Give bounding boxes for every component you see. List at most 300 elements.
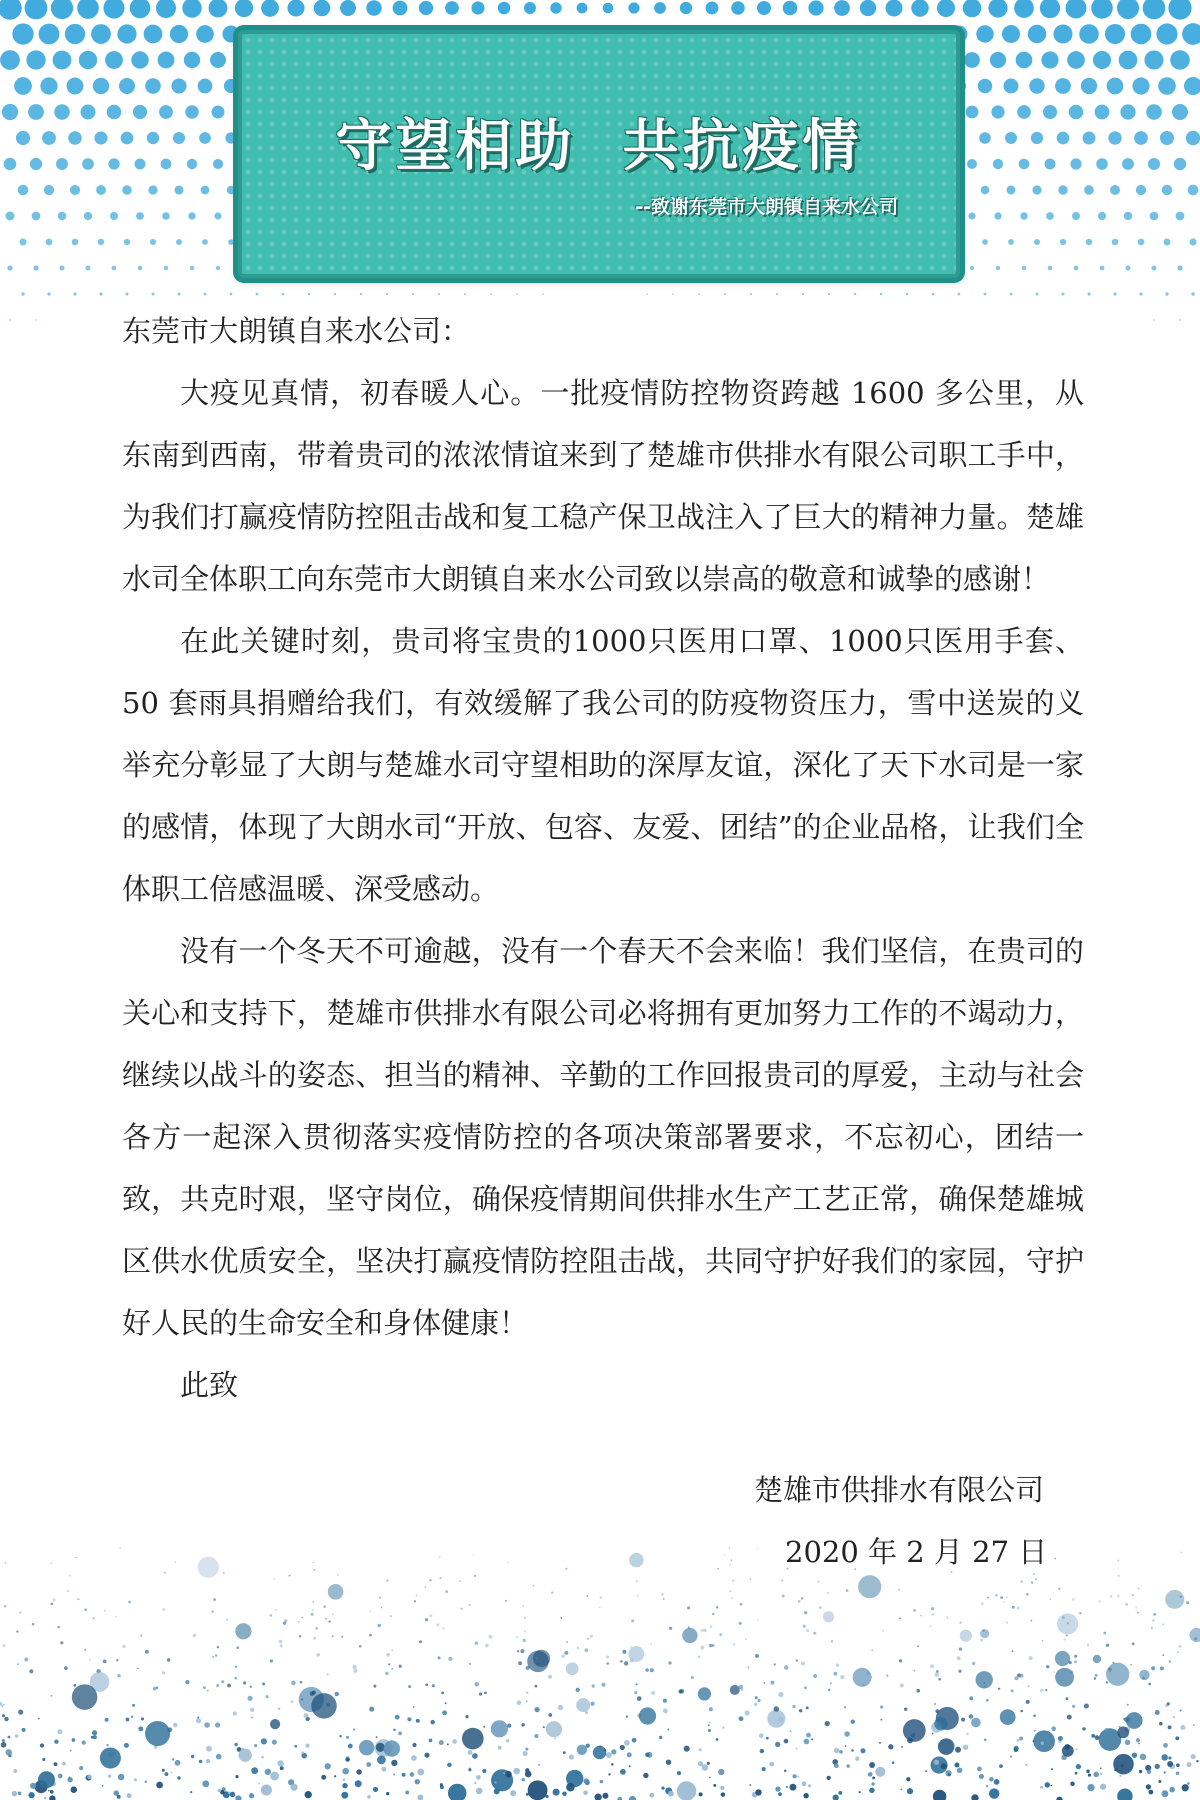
splatter-dot (325, 1618, 327, 1620)
splatter-dot (920, 1615, 922, 1617)
halftone-dot (1002, 25, 1020, 43)
splatter-dot (763, 1682, 765, 1684)
splatter-dot (560, 1617, 562, 1619)
splatter-dot (1140, 1754, 1146, 1760)
splatter-dot (476, 1788, 483, 1795)
halftone-dot (209, 0, 228, 17)
splatter-dot (663, 1699, 667, 1703)
halftone-dot (994, 212, 1001, 219)
splatter-dot (535, 1685, 538, 1688)
splatter-dot (442, 1710, 447, 1715)
splatter-dot (410, 1772, 415, 1777)
halftone-dot (82, 158, 94, 170)
splatter-dot (313, 1601, 315, 1603)
splatter-dot (1155, 1710, 1160, 1715)
splatter-dot (366, 1762, 371, 1767)
splatter-dot (58, 1774, 63, 1779)
halftone-dot (0, 0, 22, 20)
splatter-dot (1072, 1705, 1075, 1708)
splatter-dot (2, 1714, 5, 1717)
splatter-dot (643, 1773, 648, 1778)
splatter-dot (483, 1726, 485, 1728)
splatter-dot (740, 1603, 743, 1606)
splatter-dot (416, 1719, 420, 1723)
splatter-dot (1164, 1771, 1166, 1773)
splatter-dot (562, 1791, 566, 1795)
splatter-dot (709, 1777, 711, 1779)
halftone-dot (51, 0, 73, 19)
halftone-dot (516, 293, 518, 295)
splatter-dot (1169, 1660, 1172, 1663)
splatter-dot (1138, 1743, 1140, 1745)
splatter-dot (507, 1562, 509, 1564)
splatter-dot (1104, 1728, 1108, 1732)
halftone-dot (1107, 78, 1124, 95)
halftone-dot (122, 185, 132, 195)
halftone-dot (1144, 50, 1163, 69)
halftone-dot (199, 132, 211, 144)
halftone-dot (981, 186, 990, 195)
splatter-dot (1132, 1643, 1135, 1646)
splatter-dot (806, 1733, 811, 1738)
halftone-dot (490, 293, 492, 295)
splatter-dot (270, 1614, 273, 1617)
splatter-dot (645, 1668, 649, 1672)
splatter-dot (294, 1745, 297, 1748)
halftone-dot (148, 185, 157, 194)
splatter-dot (67, 1590, 69, 1592)
splatter-dot (733, 1643, 735, 1645)
splatter-dot (980, 1639, 983, 1642)
halftone-dot (498, 2, 511, 15)
halftone-dot (1020, 212, 1028, 220)
halftone-dot (1165, 292, 1168, 295)
splatter-dot (104, 1610, 106, 1612)
halftone-dot (227, 186, 235, 194)
splatter-dot (425, 1586, 427, 1588)
splatter-dot (961, 1718, 965, 1722)
splatter-dot (1159, 1722, 1163, 1726)
splatter-dot (1, 1742, 7, 1748)
splatter-dot (386, 1653, 390, 1657)
splatter-dot (379, 1597, 381, 1599)
splatter-dot (569, 1755, 574, 1760)
splatter-dot (1020, 1674, 1024, 1678)
halftone-dot (108, 158, 119, 169)
halftone-dot (213, 159, 223, 169)
splatter-dot (191, 1755, 194, 1758)
splatter-dot (1072, 1598, 1075, 1601)
splatter-dot (984, 1682, 986, 1684)
halftone-dot (776, 293, 778, 295)
halftone-dot (1016, 52, 1033, 69)
splatter-dot (1020, 1710, 1023, 1713)
splatter-dot (266, 1695, 269, 1698)
splatter-dot (28, 1792, 34, 1798)
splatter-dot (279, 1640, 283, 1644)
splatter-dot (819, 1606, 821, 1608)
halftone-dot (1061, 292, 1064, 295)
splatter-dot (162, 1769, 165, 1772)
splatter-dot (784, 1739, 789, 1744)
halftone-dot (1151, 265, 1156, 270)
halftone-dot (1143, 0, 1166, 19)
splatter-dot (959, 1622, 961, 1624)
splatter-dot (691, 1676, 694, 1679)
splatter-dot (1137, 1612, 1139, 1614)
splatter-dot (522, 1778, 525, 1781)
halftone-dot (386, 293, 388, 295)
splatter-dot (272, 1740, 277, 1745)
splatter-dot (707, 1762, 710, 1765)
halftone-dot (26, 50, 45, 69)
splatter-dot (803, 1793, 808, 1798)
splatter-dot (1029, 1656, 1033, 1660)
halftone-dot (40, 77, 57, 94)
splatter-dot (986, 1785, 988, 1787)
splatter-dot (1114, 1768, 1117, 1771)
splatter-dot (1110, 1595, 1113, 1598)
splatter-dot (44, 1797, 47, 1800)
splatter-dot (709, 1722, 711, 1724)
splatter-dot (278, 1708, 281, 1711)
splatter-dot (1168, 1756, 1171, 1759)
splatter-dot (917, 1646, 919, 1648)
halftone-dot (0, 50, 20, 70)
splatter-dot (345, 1757, 349, 1761)
splatter-dot (233, 1711, 237, 1715)
splatter-dot (128, 1601, 131, 1604)
splatter-dot (796, 1748, 798, 1750)
splatter-dot (288, 1575, 290, 1577)
halftone-dot (1098, 212, 1106, 220)
splatter-dot (880, 1719, 882, 1721)
halftone-dot (256, 293, 259, 296)
halftone-dot (654, 2, 666, 14)
splatter-dot (1040, 1786, 1043, 1789)
splatter-dot (994, 1779, 1000, 1785)
splatter-dot (506, 1739, 509, 1742)
splatter-dot (301, 1698, 303, 1700)
splatter-dot (739, 1685, 743, 1689)
splatter-dot (599, 1596, 602, 1599)
splatter-dot (576, 1698, 590, 1712)
halftone-dot (1117, 0, 1139, 19)
halftone-dot (56, 158, 68, 170)
splatter-dot (1011, 1689, 1014, 1692)
splatter-dot (1173, 1716, 1175, 1718)
splatter-dot (729, 1564, 731, 1566)
halftone-dot (1017, 105, 1031, 119)
splatter-dot (417, 1795, 423, 1800)
splatter-dot (6, 1749, 12, 1755)
splatter-dot (702, 1764, 709, 1771)
halftone-dot (757, 1, 771, 15)
halftone-dot (1156, 23, 1177, 44)
splatter-dot (548, 1713, 552, 1717)
splatter-dot (1168, 1725, 1172, 1729)
splatter-dot (1113, 1754, 1134, 1775)
letter-body (122, 300, 1084, 1416)
halftone-dot (1186, 131, 1200, 145)
splatter-dot (305, 1791, 312, 1798)
splatter-dot (784, 1770, 787, 1773)
splatter-dot (60, 1641, 63, 1644)
splatter-dot (202, 1780, 209, 1787)
splatter-dot (586, 1595, 588, 1597)
halftone-dot (16, 131, 30, 145)
splatter-dot (716, 1738, 719, 1741)
halftone-dot (99, 292, 102, 295)
splatter-dot (1117, 1594, 1120, 1597)
halftone-dot (1179, 319, 1181, 321)
splatter-dot (341, 1636, 343, 1638)
splatter-dot (1074, 1660, 1077, 1663)
splatter-dot (275, 1609, 277, 1611)
splatter-dot (663, 1598, 665, 1600)
splatter-dot (1076, 1748, 1078, 1750)
splatter-dot (117, 1674, 120, 1677)
splatter-dot (57, 1729, 62, 1734)
splatter-dot (228, 1791, 231, 1794)
splatter-dot (1017, 1607, 1020, 1610)
splatter-dot (472, 1554, 474, 1556)
halftone-dot (14, 77, 32, 95)
splatter-dot (786, 1786, 788, 1788)
splatter-dot (1161, 1754, 1168, 1761)
splatter-dot (1058, 1736, 1063, 1741)
splatter-dot (376, 1736, 378, 1738)
splatter-dot (1075, 1772, 1078, 1775)
halftone-dot (110, 212, 118, 220)
splatter-dot (145, 1781, 147, 1783)
splatter-dot (803, 1625, 806, 1628)
splatter-dot (766, 1737, 769, 1740)
splatter-dot (1190, 1628, 1200, 1642)
halftone-dot (103, 0, 124, 19)
splatter-dot (3, 1644, 6, 1647)
splatter-dot (840, 1675, 844, 1679)
splatter-dot (17, 1663, 19, 1665)
halftone-dot (1164, 239, 1171, 246)
splatter-dot (64, 1666, 68, 1670)
splatter-dot (930, 1625, 932, 1627)
splatter-dot (1084, 1703, 1089, 1708)
splatter-dot (468, 1768, 471, 1771)
splatter-dot (722, 1727, 724, 1729)
halftone-dot (32, 212, 41, 221)
splatter-dot (105, 1718, 109, 1722)
splatter-dot (376, 1743, 385, 1752)
splatter-dot (321, 1775, 326, 1780)
halftone-dot (105, 51, 123, 69)
splatter-dot (1025, 1764, 1027, 1766)
splatter-dot (801, 1597, 804, 1600)
splatter-dot (846, 1764, 849, 1767)
splatter-dot (938, 1678, 941, 1681)
splatter-dot (1138, 1587, 1140, 1589)
splatter-dot (981, 1602, 984, 1605)
splatter-dot (505, 1771, 512, 1778)
halftone-dot (68, 131, 81, 144)
splatter-dot (960, 1630, 972, 1642)
splatter-dot (216, 1754, 222, 1760)
splatter-dot (1064, 1639, 1066, 1641)
splatter-dot (251, 1717, 253, 1719)
splatter-dot (1099, 1600, 1101, 1602)
splatter-dot (808, 1784, 811, 1787)
halftone-dot (1136, 185, 1146, 195)
splatter-dot (384, 1740, 400, 1756)
splatter-dot (448, 1784, 467, 1800)
splatter-dot (204, 1722, 210, 1728)
splatter-dot (611, 1749, 616, 1754)
halftone-dot (1055, 78, 1071, 94)
splatter-dot (698, 1687, 711, 1700)
splatter-dot (934, 1759, 939, 1764)
splatter-dot (833, 1672, 837, 1676)
halftone-dot (30, 158, 42, 170)
splatter-dot (430, 1720, 434, 1724)
splatter-dot (4, 1717, 8, 1721)
splatter-dot (971, 1794, 978, 1800)
halftone-dot (1069, 105, 1083, 119)
splatter-dot (164, 1572, 166, 1574)
halftone-dot (1084, 185, 1094, 195)
title-banner (238, 30, 960, 278)
splatter-dot (534, 1707, 539, 1712)
splatter-dot (959, 1647, 962, 1650)
splatter-dot (1094, 1677, 1096, 1679)
splatter-dot (790, 1730, 792, 1732)
splatter-dot (1086, 1770, 1090, 1774)
splatter-dot (18, 1710, 23, 1715)
splatter-dot (534, 1734, 538, 1738)
splatter-dot (22, 1728, 26, 1732)
splatter-dot (946, 1616, 948, 1618)
halftone-dot (39, 24, 60, 45)
halftone-dot (646, 293, 648, 295)
splatter-dot (241, 1748, 244, 1751)
splatter-dot (1169, 1787, 1175, 1793)
splatter-dot (592, 1684, 595, 1687)
halftone-dot (628, 2, 639, 13)
splatter-dot (543, 1726, 545, 1728)
splatter-dot (932, 1613, 935, 1616)
splatter-dot (417, 1769, 424, 1776)
splatter-dot (50, 1790, 54, 1794)
splatter-dot (548, 1675, 552, 1679)
halftone-dot (156, 0, 176, 18)
halftone-dot (886, 0, 903, 16)
splatter-dot (156, 1728, 158, 1730)
splatter-dot (984, 1738, 987, 1741)
splatter-dot (1087, 1644, 1090, 1647)
halftone-dot (54, 104, 69, 119)
splatter-dot (1010, 1756, 1012, 1758)
splatter-dot (1132, 1594, 1134, 1596)
halftone-dot (1124, 212, 1132, 220)
splatter-dot (668, 1791, 674, 1797)
splatter-dot (405, 1790, 409, 1794)
halftone-dot (204, 293, 207, 296)
halftone-dot (77, 0, 99, 19)
splatter-dot (931, 1607, 934, 1610)
halftone-dot (958, 293, 961, 296)
halftone-dot (1060, 239, 1066, 245)
splatter-dot (230, 1792, 235, 1797)
splatter-dot (538, 1764, 540, 1766)
halftone-dot (91, 24, 111, 44)
splatter-dot (972, 1662, 975, 1665)
splatter-dot (8, 1736, 11, 1739)
halftone-dot (287, 0, 304, 17)
splatter-dot (954, 1763, 959, 1768)
splatter-dot (207, 1690, 209, 1692)
splatter-dot (760, 1749, 764, 1753)
splatter-dot (1000, 1596, 1003, 1599)
halftone-dot (1036, 293, 1039, 296)
splatter-dot (739, 1622, 742, 1625)
halftone-dot (680, 2, 692, 14)
splatter-dot (339, 1735, 341, 1737)
splatter-dot (813, 1674, 817, 1678)
splatter-dot (871, 1649, 873, 1651)
splatter-dot (373, 1685, 376, 1688)
halftone-dot (202, 239, 208, 245)
splatter-dot (1181, 1552, 1183, 1554)
halftone-dot (225, 132, 236, 143)
halftone-dot (1074, 266, 1079, 271)
halftone-dot (308, 293, 310, 295)
halftone-dot (152, 293, 155, 296)
splatter-dot (516, 1636, 518, 1638)
splatter-dot (899, 1617, 901, 1619)
splatter-dot (69, 1575, 71, 1577)
splatter-dot (585, 1648, 589, 1652)
splatter-dot (1026, 1593, 1029, 1596)
splatter-dot (1006, 1596, 1008, 1598)
halftone-dot (524, 2, 536, 14)
halftone-dot (963, 0, 982, 17)
splatter-dot (489, 1635, 493, 1639)
splatter-dot (84, 1608, 87, 1611)
splatter-dot (710, 1626, 713, 1629)
halftone-dot (1045, 159, 1056, 170)
splatter-dot (724, 1554, 726, 1556)
splatter-dot (930, 1664, 934, 1668)
splatter-dot (419, 1640, 422, 1643)
halftone-dot (828, 293, 830, 295)
splatter-dot (966, 1733, 968, 1735)
splatter-dot (792, 1774, 796, 1778)
splatter-dot (452, 1739, 457, 1744)
splatter-dot (1175, 1736, 1179, 1740)
halftone-dot (672, 293, 674, 295)
halftone-dot (970, 266, 974, 270)
splatter-dot (300, 1681, 303, 1684)
splatter-dot (769, 1762, 774, 1767)
splatter-dot (811, 1738, 813, 1740)
splatter-dot (608, 1773, 610, 1775)
halftone-dot (802, 293, 804, 295)
splatter-dot (116, 1659, 118, 1661)
halftone-dot (314, 0, 331, 16)
halftone-dot (1132, 77, 1149, 94)
splatter-dot (526, 1700, 528, 1702)
halftone-dot (1189, 238, 1196, 245)
halftone-dot (966, 106, 979, 119)
